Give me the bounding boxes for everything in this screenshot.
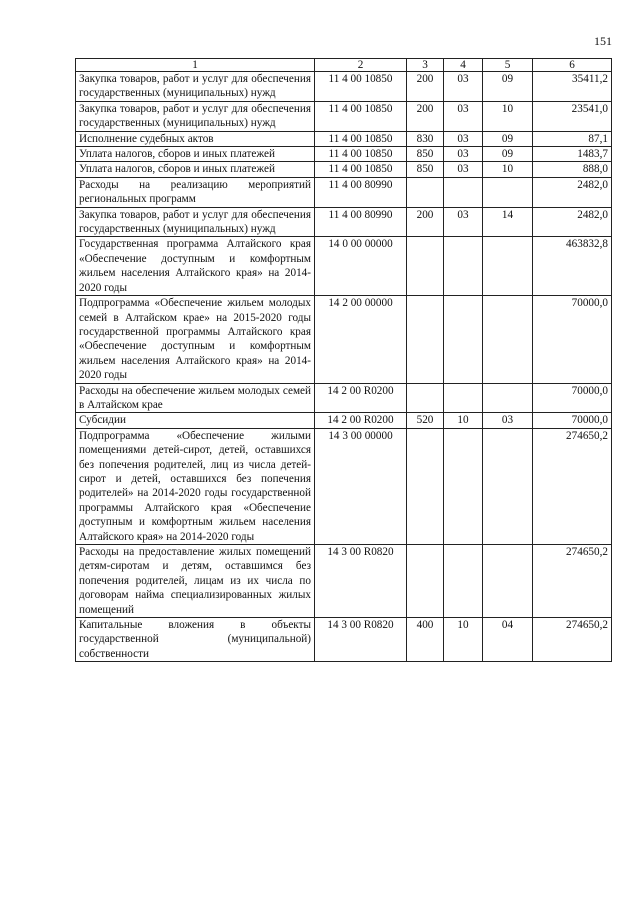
cell-code: 14 3 00 R0820 <box>315 545 407 618</box>
cell-vr <box>407 177 444 207</box>
cell-amount: 1483,7 <box>533 147 612 162</box>
cell-pr <box>483 428 533 544</box>
cell-vr: 850 <box>407 162 444 177</box>
cell-name: Расходы на обеспечение жильем молодых семей в Алтайском крае <box>76 383 315 413</box>
cell-code: 14 0 00 00000 <box>315 237 407 296</box>
cell-rz <box>444 428 483 544</box>
cell-rz <box>444 296 483 383</box>
cell-pr: 04 <box>483 618 533 662</box>
cell-pr: 10 <box>483 162 533 177</box>
cell-pr <box>483 296 533 383</box>
cell-rz: 10 <box>444 413 483 428</box>
cell-rz: 03 <box>444 131 483 146</box>
table-row <box>76 413 612 428</box>
cell-name: Уплата налогов, сборов и иных платежей <box>76 162 315 177</box>
cell-code: 11 4 00 10850 <box>315 131 407 146</box>
cell-code: 11 4 00 10850 <box>315 72 407 102</box>
cell-amount: 35411,2 <box>533 72 612 102</box>
cell-name: Субсидии <box>76 413 315 428</box>
cell-code: 14 2 00 R0200 <box>315 383 407 413</box>
cell-vr: 200 <box>407 72 444 102</box>
cell-vr: 830 <box>407 131 444 146</box>
cell-pr <box>483 177 533 207</box>
cell-code: 14 3 00 00000 <box>315 428 407 544</box>
cell-amount: 274650,2 <box>533 428 612 544</box>
cell-code: 11 4 00 80990 <box>315 177 407 207</box>
cell-pr: 09 <box>483 72 533 102</box>
header-row <box>76 59 612 72</box>
cell-name: Закупка товаров, работ и услуг для обеспечения государственных (муниципальных) нужд <box>76 72 315 102</box>
cell-rz <box>444 237 483 296</box>
cell-code: 14 2 00 00000 <box>315 296 407 383</box>
header-cell: 1 <box>76 59 315 72</box>
header-cell: 5 <box>483 59 533 72</box>
header-cell: 4 <box>444 59 483 72</box>
cell-pr <box>483 237 533 296</box>
cell-name: Закупка товаров, работ и услуг для обеспечения государственных (муниципальных) нужд <box>76 101 315 131</box>
cell-name: Подпрограмма «Обеспечение жилыми помещениями детей-сирот, детей, оставшихся без попечения родителей, лиц из числа детей-сирот и детей, оставшихся без попечения родителей» на 2014-2020 годы государственной программы Алтайского края «Обеспечение доступным и комфортным жильем населения Алтайского края» на 2014-2020 годы <box>76 428 315 544</box>
table-row <box>76 162 612 177</box>
cell-name: Подпрограмма «Обеспечение жильем молодых семей в Алтайском крае» на 2015-2020 годы государственной программы Алтайского края «Обеспечение доступным и комфортным жильем населения Алтайского края» на 2014-2020 годы <box>76 296 315 383</box>
cell-code: 14 3 00 R0820 <box>315 618 407 662</box>
cell-code: 11 4 00 80990 <box>315 207 407 237</box>
cell-vr: 200 <box>407 101 444 131</box>
header-cell: 2 <box>315 59 407 72</box>
cell-vr <box>407 428 444 544</box>
cell-name: Закупка товаров, работ и услуг для обеспечения государственных (муниципальных) нужд <box>76 207 315 237</box>
cell-pr: 09 <box>483 147 533 162</box>
cell-amount: 463832,8 <box>533 237 612 296</box>
cell-name: Расходы на реализацию мероприятий региональных программ <box>76 177 315 207</box>
cell-pr: 03 <box>483 413 533 428</box>
cell-code: 11 4 00 10850 <box>315 147 407 162</box>
table-row <box>76 207 612 237</box>
cell-name: Расходы на предоставление жилых помещений детям-сиротам и детям, оставшимся без попечения родителей, лицам из их числа по договорам найма специализированных жилых помещений <box>76 545 315 618</box>
cell-vr: 850 <box>407 147 444 162</box>
cell-code: 14 2 00 R0200 <box>315 413 407 428</box>
cell-amount: 274650,2 <box>533 618 612 662</box>
cell-amount: 87,1 <box>533 131 612 146</box>
cell-amount: 274650,2 <box>533 545 612 618</box>
cell-vr: 400 <box>407 618 444 662</box>
cell-vr <box>407 296 444 383</box>
table-row <box>76 101 612 131</box>
cell-pr: 14 <box>483 207 533 237</box>
cell-vr <box>407 237 444 296</box>
cell-rz: 10 <box>444 618 483 662</box>
cell-rz: 03 <box>444 101 483 131</box>
cell-name: Капитальные вложения в объекты государственной (муниципальной) собственности <box>76 618 315 662</box>
cell-pr: 10 <box>483 101 533 131</box>
cell-amount: 2482,0 <box>533 207 612 237</box>
cell-rz <box>444 177 483 207</box>
table-row <box>76 545 612 618</box>
table-row <box>76 618 612 662</box>
budget-table <box>75 58 612 662</box>
cell-amount: 2482,0 <box>533 177 612 207</box>
cell-amount: 70000,0 <box>533 383 612 413</box>
header-cell: 3 <box>407 59 444 72</box>
cell-rz <box>444 545 483 618</box>
table-row <box>76 147 612 162</box>
cell-vr: 200 <box>407 207 444 237</box>
cell-name: Государственная программа Алтайского края «Обеспечение доступным и комфортным жильем населения Алтайского края» на 2014-2020 годы <box>76 237 315 296</box>
cell-rz <box>444 383 483 413</box>
cell-rz: 03 <box>444 147 483 162</box>
cell-amount: 70000,0 <box>533 413 612 428</box>
cell-pr <box>483 545 533 618</box>
cell-pr: 09 <box>483 131 533 146</box>
cell-pr <box>483 383 533 413</box>
cell-name: Исполнение судебных актов <box>76 131 315 146</box>
table-row <box>76 296 612 383</box>
cell-vr <box>407 383 444 413</box>
cell-amount: 23541,0 <box>533 101 612 131</box>
header-cell: 6 <box>533 59 612 72</box>
cell-rz: 03 <box>444 162 483 177</box>
table-row <box>76 383 612 413</box>
table-row <box>76 237 612 296</box>
page-number: 151 <box>594 34 612 48</box>
table-row <box>76 428 612 544</box>
cell-rz: 03 <box>444 72 483 102</box>
cell-rz: 03 <box>444 207 483 237</box>
table-row <box>76 131 612 146</box>
table-body <box>76 72 612 662</box>
cell-vr: 520 <box>407 413 444 428</box>
cell-name: Уплата налогов, сборов и иных платежей <box>76 147 315 162</box>
cell-vr <box>407 545 444 618</box>
cell-amount: 888,0 <box>533 162 612 177</box>
table-row <box>76 177 612 207</box>
cell-code: 11 4 00 10850 <box>315 101 407 131</box>
cell-amount: 70000,0 <box>533 296 612 383</box>
cell-code: 11 4 00 10850 <box>315 162 407 177</box>
table-row <box>76 72 612 102</box>
